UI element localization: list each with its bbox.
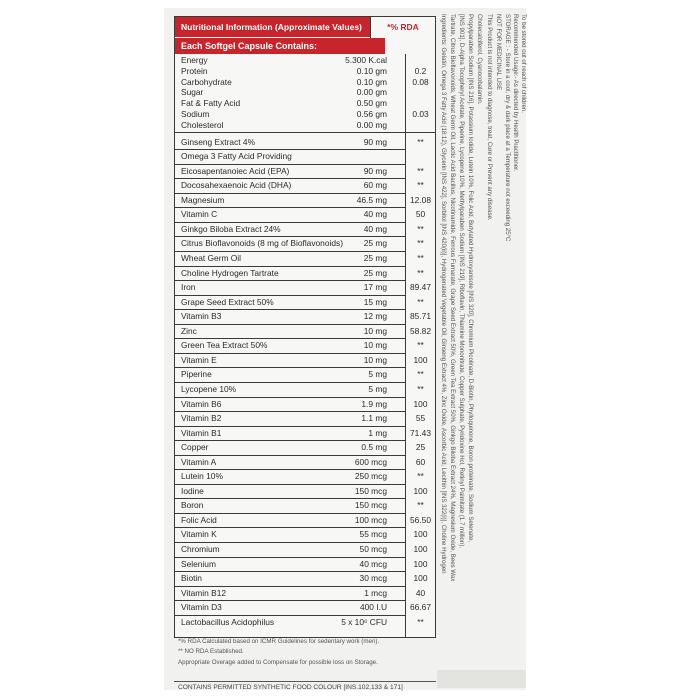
nutrient-name: Piperine xyxy=(181,369,212,380)
nutrient-row xyxy=(175,295,435,310)
footer-divider xyxy=(174,681,436,682)
nutrient-rda: 66.67 xyxy=(410,602,431,613)
nutrient-name: Vitamin K xyxy=(181,529,217,540)
nutrient-rda: ** xyxy=(417,136,424,147)
side-text-line: [INS 901], D-Alpha Tocopheryl Acetate, Piperine, Lycopene 10%, Methylparaben Sodium [INS 219], Riboflavin, Thiamine Mononitrate, Copper Sulphate, Pyridoxine Hcl, Retinyl Palmitate (1.7 million), xyxy=(458,14,465,549)
nutrient-rda: 100 xyxy=(413,529,428,540)
nutrient-row xyxy=(175,498,435,513)
nutrition-table xyxy=(174,16,436,638)
nutrient-amount: 40 mg xyxy=(363,223,387,234)
nutrient-rda: 25 xyxy=(415,442,426,453)
nutrient-rda: 56.50 xyxy=(410,514,431,525)
nutrient-rda: 89.47 xyxy=(410,282,431,293)
nutrient-name: Magnesium xyxy=(181,194,225,205)
nutrient-rda: 100 xyxy=(413,558,428,569)
nutrient-amount: 0.00 gm xyxy=(356,87,387,98)
nutrient-row xyxy=(175,615,435,630)
nutrient-rda: 100 xyxy=(413,398,428,409)
nutrient-rda: ** xyxy=(417,238,424,249)
nutrient-name: Selenium xyxy=(181,558,216,569)
nutrient-rda: 55 xyxy=(415,413,426,424)
nutrient-name: Protein xyxy=(181,65,208,76)
nutrient-amount: 12 mg xyxy=(363,311,387,322)
nutrient-row xyxy=(175,382,435,397)
nutrient-amount: 5 mg xyxy=(368,369,387,380)
nutrient-amount: 55 mcg xyxy=(359,529,387,540)
nutrient-rda: 100 xyxy=(413,544,428,554)
nutrient-amount: 0.10 gm xyxy=(356,76,387,87)
nutrient-rda: 71.43 xyxy=(410,427,431,438)
nutrient-name: Chromium xyxy=(181,544,220,554)
nutrient-row xyxy=(175,251,435,266)
nutrient-row xyxy=(175,55,435,66)
nutrient-name: Biotin xyxy=(181,573,202,584)
nutrient-rda: ** xyxy=(417,340,424,351)
nutrient-amount: 0.5 mg xyxy=(361,442,387,453)
nutrient-row xyxy=(175,87,435,98)
nutrient-row xyxy=(175,98,435,109)
nutrient-rda: ** xyxy=(417,616,424,627)
nutrient-rda: ** xyxy=(417,500,424,511)
nutrient-amount: 0.50 gm xyxy=(356,98,387,109)
nutrient-row xyxy=(175,236,435,251)
footnote-no-rda: ** NO RDA Established. xyxy=(178,648,244,655)
nutrient-rda: 60 xyxy=(415,456,426,467)
side-text-line: STORAGE : - Store in a cool, dry & dark place at a Temperature not exceeding 25°C xyxy=(504,14,511,242)
nutrient-row xyxy=(175,120,435,131)
nutrient-row xyxy=(175,324,435,339)
nutrient-amount: 150 mcg xyxy=(354,485,387,496)
nutrient-name: Cholesterol xyxy=(181,119,224,130)
nutrient-rda: 100 xyxy=(413,573,428,584)
nutrient-amount: 5 mg xyxy=(368,383,387,394)
table-subheader: Each Softgel Capsule Contains: xyxy=(175,38,385,54)
nutrient-row xyxy=(175,164,435,179)
nutrient-rda: ** xyxy=(417,296,424,307)
nutrient-name: Energy xyxy=(181,55,208,65)
side-text-line: Cholecalciferol, Cyanocobalamin. xyxy=(476,14,483,105)
nutrient-rda: 58.82 xyxy=(410,325,431,336)
nutrient-rda: ** xyxy=(417,267,424,278)
nutrient-rda: 0.03 xyxy=(412,109,429,119)
nutrient-amount: 1.1 mg xyxy=(361,413,387,424)
nutrient-name: Sugar xyxy=(181,87,204,98)
nutrient-amount: 1 mcg xyxy=(364,587,387,598)
nutrient-amount: 1 mg xyxy=(368,427,387,438)
nutrient-row xyxy=(175,557,435,572)
nutrient-row xyxy=(175,266,435,281)
nutrient-amount: 25 mg xyxy=(363,238,387,249)
table-header xyxy=(175,17,435,37)
nutrient-row xyxy=(175,426,435,441)
nutrient-rda: 85.71 xyxy=(410,311,431,322)
nutrient-name: Copper xyxy=(181,442,209,453)
nutrient-amount: 25 mg xyxy=(363,267,387,278)
nutrient-rda: 50 xyxy=(415,209,426,220)
nutrient-row xyxy=(175,222,435,237)
nutrient-rda: 100 xyxy=(413,354,428,365)
footnote-overage: Appropriate Overage added to Compensate for possible loss on Storage. xyxy=(178,659,378,666)
nutrient-name: Iron xyxy=(181,282,196,293)
nutrient-name: Sodium xyxy=(181,109,210,119)
nutrient-row xyxy=(175,280,435,295)
side-text-line: To be stored out of reach of children. xyxy=(520,14,527,113)
nutrient-name: Grape Seed Extract 50% xyxy=(181,296,274,307)
rda-column-header: *% RDA xyxy=(370,17,435,37)
nutrient-row xyxy=(175,586,435,601)
nutrient-amount: 25 mg xyxy=(363,253,387,263)
nutrient-row xyxy=(175,309,435,324)
side-text-line: Ingredients: Gelatin, Omega 3 Fatty Acid (18:12), Glycerin [INS 422], Sorbitol [INS 420(ii)], Hydrogenated Vegetable Oil, Ginseng Extract 4%, Zinc Oxide, Ascorbic Acid, Lecithin [INS 322(i)], Choline Hydrogen xyxy=(440,14,447,574)
nutrient-amount: 40 mcg xyxy=(359,558,387,569)
nutrient-name: Wheat Germ Oil xyxy=(181,253,242,263)
side-text-line: NOT FOR MEDICINAL USE xyxy=(495,14,502,91)
nutrient-rda: ** xyxy=(417,165,424,176)
nutrient-amount: 15 mg xyxy=(363,296,387,307)
nutrient-amount: 100 mcg xyxy=(354,514,387,525)
colour-statement: CONTAINS PERMITTED SYNTHETIC FOOD COLOUR [INS.102,133 & 171] xyxy=(178,684,403,691)
nutrient-row xyxy=(175,440,435,455)
side-text-line: Propylparaben Sodium [INS 216], Potassium Iodide, Lutein 10%, Folic Acid, Butylated Hydroxyanisole [INS 320], Chromium Picolinate, D-Biotin, Phylloquinone, Boron proteinate, Sodium Selenate, xyxy=(467,14,474,543)
nutrient-name: Iodine xyxy=(181,485,204,496)
nutrient-amount: 30 mcg xyxy=(359,573,387,584)
nutrient-name: Zinc xyxy=(181,325,197,336)
nutrient-name: Vitamin D3 xyxy=(181,602,222,613)
nutrient-name: Vitamin A xyxy=(181,456,217,467)
nutrient-name: Ginkgo Biloba Extract 24% xyxy=(181,223,281,234)
nutrient-row xyxy=(175,178,435,193)
nutrient-row xyxy=(175,207,435,222)
nutrient-name: Vitamin B12 xyxy=(181,587,227,598)
nutrient-rda: ** xyxy=(417,223,424,234)
nutrient-name: Docosahexaenoic Acid (DHA) xyxy=(181,180,292,191)
nutrient-name: Ginseng Extract 4% xyxy=(181,136,256,147)
nutrient-row xyxy=(175,77,435,88)
nutrient-row xyxy=(175,484,435,499)
nutrient-rda: 40 xyxy=(415,587,426,598)
nutrient-row xyxy=(175,135,435,150)
nutrient-amount: 600 mcg xyxy=(354,456,387,467)
nutrient-amount: 5 x 10⁶ CFU xyxy=(341,616,387,627)
nutrient-row xyxy=(175,411,435,426)
nutrient-row xyxy=(175,353,435,368)
nutrient-row xyxy=(175,527,435,542)
nutrient-row xyxy=(175,66,435,77)
nutrient-name: Vitamin C xyxy=(181,209,218,220)
nutrient-amount: 60 mg xyxy=(363,180,387,191)
nutrient-amount: 250 mcg xyxy=(354,471,387,482)
nutrient-name: Lactobacillus Acidophilus xyxy=(181,616,275,627)
nutrient-row xyxy=(175,571,435,586)
nutrient-name: Choline Hydrogen Tartrate xyxy=(181,267,279,278)
nutrient-amount: 5.300 K.cal xyxy=(345,55,387,65)
nutrient-name: Lycopene 10% xyxy=(181,383,237,394)
nutrient-name: Eicosapentanoiec Acid (EPA) xyxy=(181,165,290,176)
nutrient-amount: 0.00 mg xyxy=(356,119,387,130)
nutrient-rda: 0.08 xyxy=(412,76,429,87)
nutrient-amount: 0.56 gm xyxy=(356,109,387,119)
section-separator xyxy=(175,132,435,133)
nutrient-rda: 12.08 xyxy=(410,194,431,205)
footnote-rda: *% RDA Calculated based on ICMR Guidelines for sedentary work (men). xyxy=(178,638,380,645)
nutrient-rda: ** xyxy=(417,369,424,380)
nutrient-row xyxy=(175,469,435,484)
nutrient-name: Fat & Fatty Acid xyxy=(181,98,241,109)
nutrient-row xyxy=(175,600,435,615)
nutrient-amount: 10 mg xyxy=(363,340,387,351)
nutrient-amount: 10 mg xyxy=(363,354,387,365)
nutrient-amount: 400 I.U xyxy=(359,602,387,613)
nutrient-rda: 100 xyxy=(413,485,428,496)
nutrient-row xyxy=(175,397,435,412)
nutrient-amount: 10 mg xyxy=(363,325,387,336)
label-tab-strip xyxy=(437,670,526,688)
nutrient-rda: ** xyxy=(417,383,424,394)
nutrient-name: Vitamin B6 xyxy=(181,398,222,409)
nutrient-name: Vitamin E xyxy=(181,354,217,365)
nutrient-amount: 90 mg xyxy=(363,165,387,176)
side-text-line: This Product is not intended to diagnose, treat, Cure or Prevent any disease. xyxy=(486,14,493,221)
nutrient-row xyxy=(175,109,435,120)
nutrient-rda: 0.2 xyxy=(414,65,427,76)
nutrient-row xyxy=(175,542,435,557)
nutrient-name: Vitamin B3 xyxy=(181,311,222,322)
nutrient-rda: ** xyxy=(417,180,424,191)
nutrient-row xyxy=(175,149,435,164)
nutrient-name: Carbohydrate xyxy=(181,76,232,87)
nutrient-amount: 1.9 mg xyxy=(361,398,387,409)
side-text-line: Tartrate, Citrus Bioflavonoids, Wheat Germ Oil, Lactic Acid Bacillus, Nicotinamide, Ferrous Fumarate, Grape Seed Extract 50%, Green Tea Extract 50%, Ginkgo Biloba Extract 24%, Magnesium Oxide, Bees Wax xyxy=(449,14,456,582)
nutrient-name: Lutein 10% xyxy=(181,471,223,482)
table-title: Nutritional Information (Approximate Values) xyxy=(175,17,370,37)
nutrient-row xyxy=(175,193,435,208)
side-text-line: Recommended Usage:- As directed by Health Practitioner. xyxy=(512,14,519,172)
nutrient-amount: 90 mg xyxy=(363,136,387,147)
nutrient-row xyxy=(175,338,435,353)
nutrient-row xyxy=(175,455,435,470)
nutrient-rda: ** xyxy=(417,471,424,482)
nutrient-row xyxy=(175,367,435,382)
nutrient-amount: 46.5 mg xyxy=(356,194,387,205)
nutrient-name: Omega 3 Fatty Acid Providing xyxy=(181,151,292,162)
nutrient-name: Boron xyxy=(181,500,204,511)
nutrient-name: Green Tea Extract 50% xyxy=(181,340,268,351)
nutrient-row xyxy=(175,513,435,528)
nutrient-name: Vitamin B1 xyxy=(181,427,222,438)
nutrient-amount: 40 mg xyxy=(363,209,387,220)
nutrient-amount: 0.10 gm xyxy=(356,65,387,76)
nutrient-amount: 17 mg xyxy=(363,282,387,293)
nutrient-amount: 150 mcg xyxy=(354,500,387,511)
nutrient-amount: 50 mcg xyxy=(359,544,387,554)
nutrient-rda: ** xyxy=(417,253,424,263)
nutrient-name: Folic Acid xyxy=(181,514,217,525)
nutrient-name: Citrus Bioflavonoids (8 mg of Bioflavonoids) xyxy=(181,238,343,249)
nutrient-name: Vitamin B2 xyxy=(181,413,222,424)
